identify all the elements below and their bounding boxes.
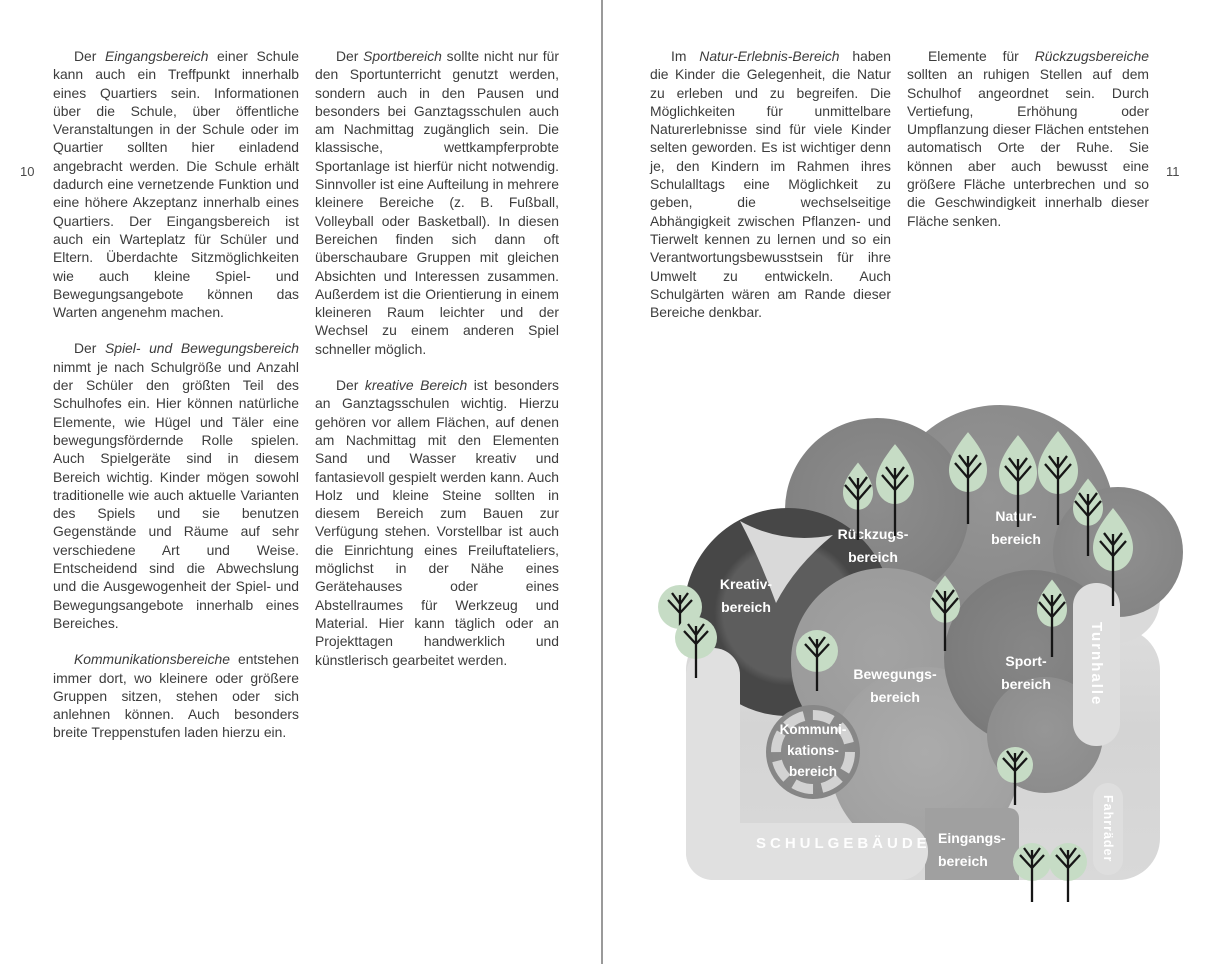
area-label-kommunikations: Kommuni- kations- bereich bbox=[779, 722, 847, 779]
bike-parking-label: Fahrräder bbox=[1101, 795, 1115, 863]
paragraph: Der kreative Bereich ist besonders an Ganztagsschulen wichtig. Hierzu gehören vor allem Flächen, auf denen am Nachmittag mit den Elementen Sand und Wasser kreativ und fantasievoll gespielt werden kann. Auch Holz und kleine Steine sollten in diesem Bereich zum Bauen zur Verfügung stehen. Vorstellbar ist auch die Einrichtung eines Freiluftateliers, möglichst in der Nähe eines Gerätehauses oder eines Abstellraumes für Werkzeug und Material. Hier kann täglich oder an Projekttagen handwerklich und künstlerisch gearbeitet werden. bbox=[315, 377, 559, 668]
tree-icon bbox=[1036, 790, 1100, 902]
school-building-label: SCHULGEBÄUDE bbox=[756, 835, 931, 852]
tree-icon bbox=[785, 579, 849, 691]
text-column-right-2 bbox=[907, 47, 1149, 248]
text-column-left-1 bbox=[53, 47, 299, 760]
tree-icon bbox=[1081, 478, 1145, 590]
page-right bbox=[603, 0, 1205, 964]
paragraph: Der Spiel- und Bewegungsbereich nimmt je nach Schulgröße und Anzahl der Schüler den größten Teil des Schulhofes ein. Hier können natürliche Elemente, wie Hügel und Täler eine bewegungsfördernde Rolle spielen. Auch Spielgeräte sind in diesem Bereich wichtig. Kinder mögen sowohl traditionelle wie auch aktuelle Varianten des Spiels und sie benutzen Gegenstände und Räume auf sehr verschiedene Art und Weise. Entscheidend sind die Abwechslung und die Ausgewogenheit der Spiel- und Bewegungsangebote innerhalb eines Bereiches. bbox=[53, 340, 300, 631]
area-label-bewegungs: Bewegungs- bereich bbox=[853, 666, 937, 705]
paragraph: Kommunikationsbereiche entstehen immer dort, wo kleinere oder größere Gruppen sitzen, stehen oder sich anlehnen können. Auch besonders breite Treppenstufen laden hierzu ein. bbox=[53, 651, 299, 741]
paragraph: Elemente für Rückzugsbereiche sollten an ruhigen Stellen auf dem Schulhof angeordnet sein. Durch Vertiefung, Erhöhung oder Umpflanzung dieser Flächen entstehen automatisch Orte der Ruhe. Sie können aber auch bewusst eine größere Fläche unterbrechen und so die Geschwindigkeit innerhalb dieser Fläche senken. bbox=[907, 48, 1149, 229]
tree-icon bbox=[863, 412, 927, 524]
tree-icon bbox=[983, 693, 1047, 805]
page-number-right: 11 bbox=[1166, 164, 1180, 179]
gym-hall-label: Turnhalle bbox=[1088, 622, 1105, 707]
area-label-sport: Sport- bereich bbox=[1001, 653, 1051, 692]
tree-icon bbox=[913, 535, 977, 647]
text-column-right-1 bbox=[650, 47, 891, 339]
tree-icon bbox=[664, 566, 728, 678]
area-label-natur: Natur- bereich bbox=[991, 508, 1041, 547]
paragraph: Der Eingangsbereich einer Schule kann auch ein Treffpunkt innerhalb eines Quartiers sein. Informationen über die Schule, über öffentliche Veranstaltungen in der Schule oder im Quartier sollten hier einladend angebracht werden. Die Schule erhält dadurch eine vernetzende Funktion und eine höhere Akzeptanz innerhalb eines Quartiers. Der Eingangsbereich ist auch ein Warteplatz für Schüler und Eltern. Überdachte Sitzmöglichkeiten wie auch kleine Spiel- und Bewegungsangebote können das Warten angenehm machen. bbox=[53, 48, 299, 321]
paragraph: Im Natur-Erlebnis-Bereich haben die Kinder die Gelegenheit, die Natur zu erleben und zu begreifen. Die Möglichkeiten für unmittelbare Naturerlebnisse sind für viele Kinder selten geworden. Es ist wichtiger denn je, den Kindern im Rahmen ihres Schulalltags eine Möglichkeit zu geben, die wechselseitige Abhängigkeit zwischen Pflanzen- und Tierwelt kennen zu lernen und so ein Verantwortungsbewusstsein für ihre Umwelt zu entwickeln. Auch Schulgärten wären am Rande dieser Bereiche denkbar. bbox=[650, 48, 891, 321]
paragraph: Der Sportbereich sollte nicht nur für den Sportunterricht genutzt werden, sondern auch in den Pausen und besonders bei Ganztagsschulen auch am Nachmittag zugänglich sein. Die klassische, wettkampferprobte Sportanlage ist hierfür nicht notwendig. Sinnvoller ist eine Aufteilung in mehrere kleinere Bereiche (z. B. Fußball, Volleyball oder Basketball). In diesen Bereichen finden sich dann oft überschaubare Gruppen mit gleichen Absichten und Interessen zusammen. Außerdem ist die Orientierung in einem kleineren Raum leichter und der Wechsel zu einem anderen Spiel schneller möglich. bbox=[315, 48, 559, 357]
tree-icon bbox=[1020, 539, 1084, 651]
text-column-left-2 bbox=[315, 47, 559, 687]
page-number-left: 10 bbox=[20, 164, 35, 179]
area-label-eingangs: Eingangs- bereich bbox=[938, 830, 1006, 869]
page-left bbox=[0, 0, 601, 964]
area-label-rueckzugs: Rückzugs- bereich bbox=[837, 526, 909, 565]
area-label-kreativ: Kreativ- bereich bbox=[719, 576, 773, 615]
schoolyard-plan-illustration bbox=[648, 383, 1160, 880]
